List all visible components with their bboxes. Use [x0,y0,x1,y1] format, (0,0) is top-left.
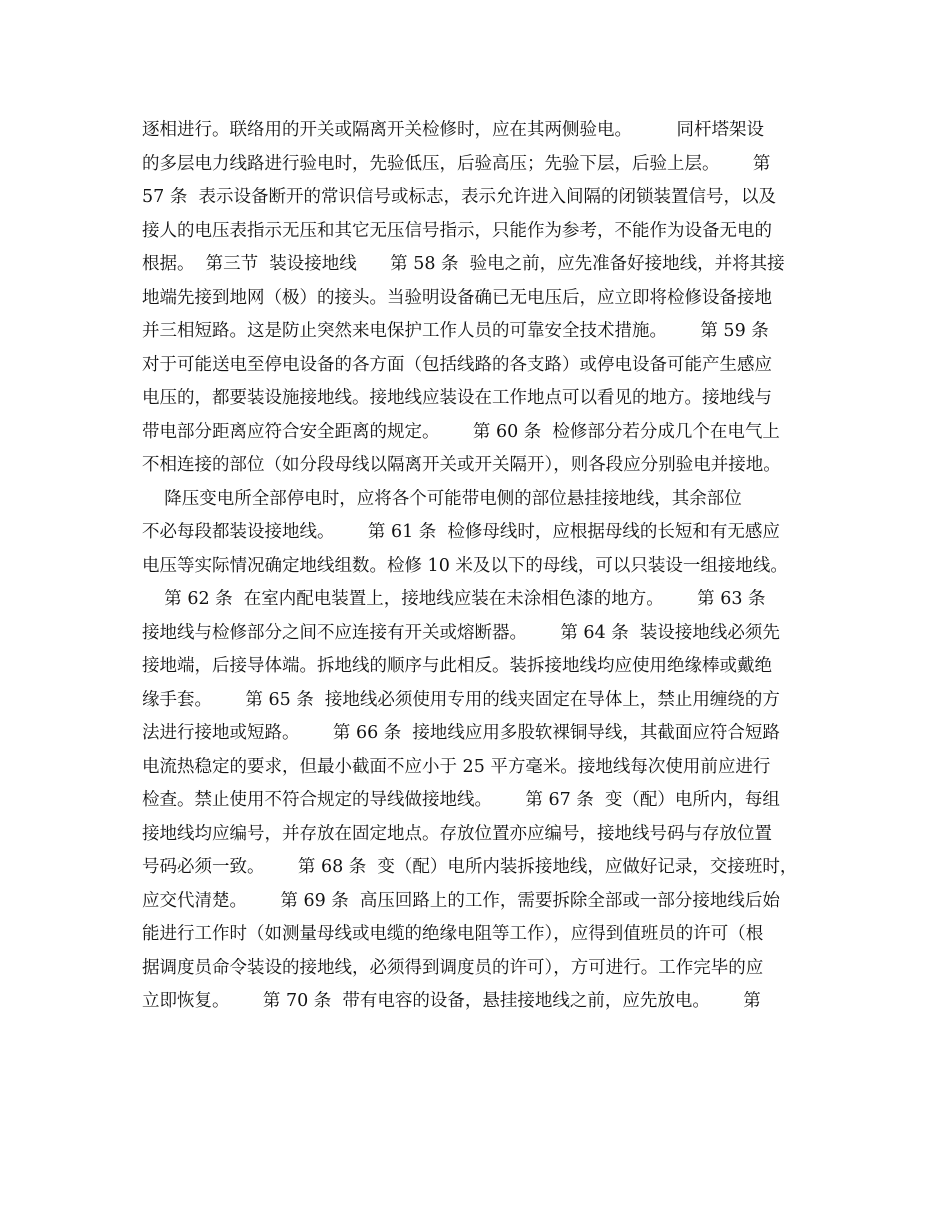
text-line: 地端先接到地网（极）的接头。当验明设备确已无电压后，应立即将检修设备接地 [142,287,772,308]
text-line: 电压等实际情况确定地线组数。检修 10 米及以下的母线，可以只装设一组接地线。 [142,555,788,576]
text-line: 带电部分距离应符合安全距离的规定。 第 60 条 检修部分若分成几个在电气上 [142,421,780,442]
text-line: 检查。禁止使用不符合规定的导线做接地线。 第 67 条 变（配）电所内，每组 [142,790,780,810]
text-line: 并三相短路。这是防止突然来电保护工作人员的可靠安全技术措施。 第 59 条 [142,321,769,341]
text-line: 电流热稳定的要求，但最小截面不应小于 25 平方毫米。接地线每次使用前应进行 [142,756,771,777]
text-line: 缘手套。 第 65 条 接地线必须使用专用的线夹固定在导体上，禁止用缠绕的方 [142,689,780,710]
text-line: 接人的电压表指示无压和其它无压信号指示，只能作为参考，不能作为设备无电的 [142,220,772,241]
text-line: 能进行工作时（如测量母线或电缆的绝缘电阻等工作），应得到值班员的许可（根 [142,924,764,944]
body-text [142,114,842,1019]
text-line: 接地线均应编号，并存放在固定地点。存放位置亦应编号，接地线号码与存放位置 [142,823,772,844]
text-line: 对于可能送电至停电设备的各方面（包括线路的各支路）或停电设备可能产生感应 [142,354,772,375]
text-line: 法进行接地或短路。 第 66 条 接地线应用多股软裸铜导线，其截面应符合短路 [142,723,780,743]
text-line: 据调度员命令装设的接地线，必须得到调度员的许可），方可进行。工作完毕的应 [142,957,764,978]
text-line: 接地线与检修部分之间不应连接有开关或熔断器。 第 64 条 装设接地线必须先 [142,622,780,643]
text-line: 不相连接的部位（如分段母线以隔离开关或开关隔开），则各段应分别验电并接地。 [142,455,781,475]
text-line: 电压的，都要装设施接地线。接地线应装设在工作地点可以看见的地方。接地线与 [142,388,772,408]
text-line: 逐相进行。联络用的开关或隔离开关检修时，应在其两侧验电。 同杆塔架设 [142,120,764,140]
text-line: 不必每段都装设接地线。 第 61 条 检修母线时，应根据母线的长短和有无感应 [142,522,780,542]
text-line: 号码必须一致。 第 68 条 变（配）电所内装拆接地线，应做好记录，交接班时， [142,857,798,877]
text-line: 接地端，后接导体端。拆地线的顺序与此相反。装拆接地线均应使用绝缘棒或戴绝 [142,656,772,676]
text-line: 立即恢复。 第 70 条 带有电容的设备，悬挂接地线之前，应先放电。 第 [142,991,761,1011]
text-line: 第 62 条 在室内配电装置上，接地线应装在未涂相色漆的地方。 第 63 条 [142,589,766,609]
text-line: 降压变电所全部停电时，应将各个可能带电侧的部位悬挂接地线，其余部位 [142,488,742,509]
text-line: 应交代清楚。 第 69 条 高压回路上的工作，需要拆除全部或一部分接地线后始 [142,890,780,911]
text-line: 的多层电力线路进行验电时，先验低压，后验高压；先验下层，后验上层。 第 [142,153,771,174]
text-line: 57 条 表示设备断开的常识信号或标志，表示允许进入间隔的闭锁装置信号，以及 [142,187,776,207]
text-line: 根据。 第三节 装设接地线 第 58 条 验电之前，应先准备好接地线，并将其接 [142,254,785,274]
